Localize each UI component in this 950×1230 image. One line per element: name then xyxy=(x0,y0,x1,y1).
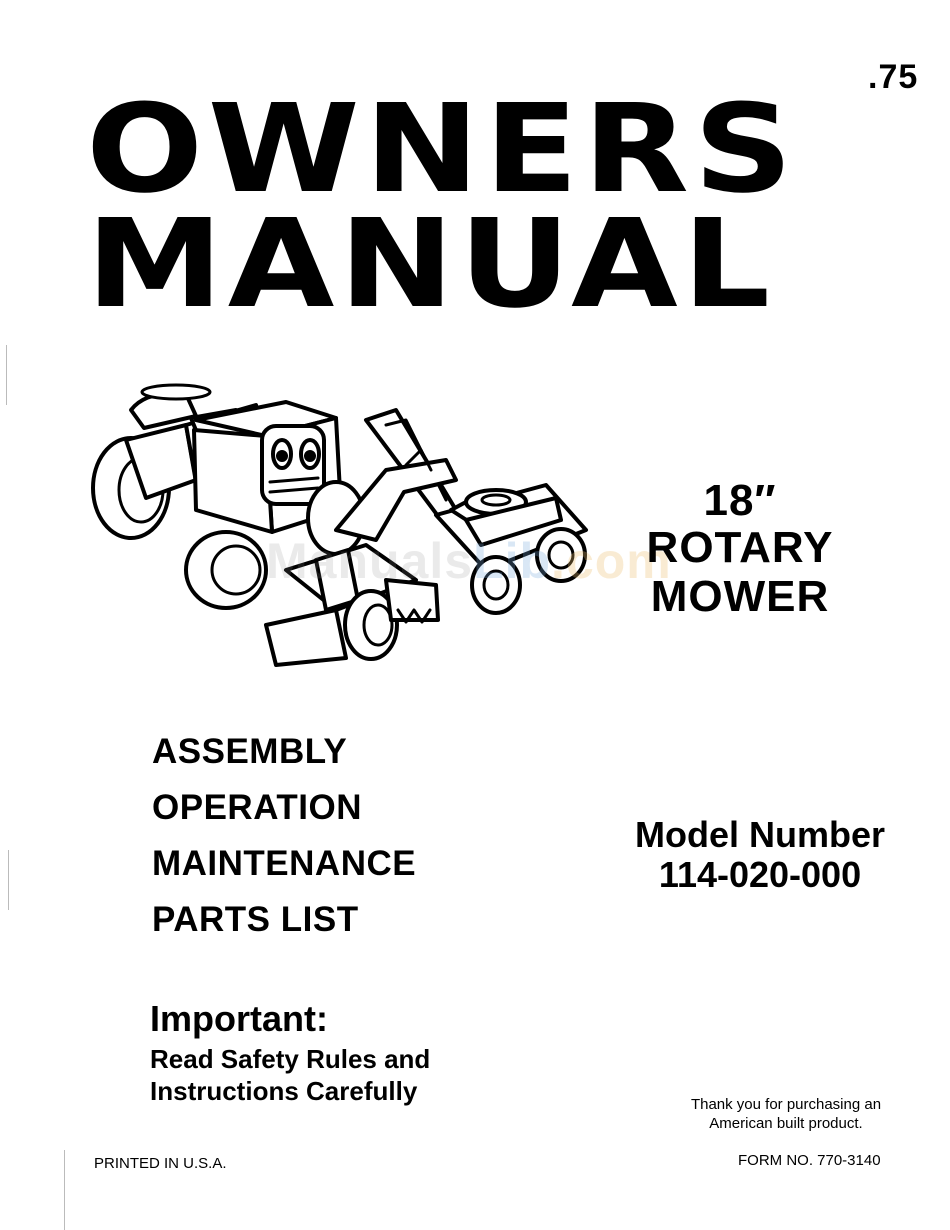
title-line-owners: OWNERS xyxy=(86,78,798,220)
section-operation: OPERATION xyxy=(152,788,362,827)
watermark-part-manuals: Manuals xyxy=(266,533,474,589)
safety-note-line-2: Instructions Carefully xyxy=(150,1076,418,1106)
price: .75 xyxy=(868,58,919,96)
printed-in-usa: PRINTED IN U.S.A. xyxy=(94,1155,227,1172)
form-number: FORM NO. 770-3140 xyxy=(738,1152,881,1169)
product-name-line-2: MOWER xyxy=(650,572,830,621)
section-parts-list: PARTS LIST xyxy=(152,900,359,939)
model-number-label: Model Number xyxy=(634,814,885,855)
scan-edge-mark xyxy=(8,850,9,910)
thanks-line-2: American built product. xyxy=(709,1115,863,1132)
watermark-part-com: .com xyxy=(551,533,672,589)
product-name-line-1: ROTARY xyxy=(646,523,834,572)
scan-edge-mark xyxy=(64,1150,65,1230)
important-heading: Important: xyxy=(150,998,328,1039)
thanks-line-1: Thank you for purchasing an xyxy=(690,1096,882,1113)
title-line-manual: MANUAL xyxy=(86,193,775,335)
section-assembly: ASSEMBLY xyxy=(152,732,348,771)
model-number-value: 114-020-000 xyxy=(658,854,862,895)
safety-note-line-1: Read Safety Rules and xyxy=(150,1044,431,1074)
scan-edge-mark xyxy=(6,345,7,405)
product-size: 18″ xyxy=(703,476,777,525)
watermark-part-lib: Lib xyxy=(473,533,552,589)
section-maintenance: MAINTENANCE xyxy=(152,844,417,883)
